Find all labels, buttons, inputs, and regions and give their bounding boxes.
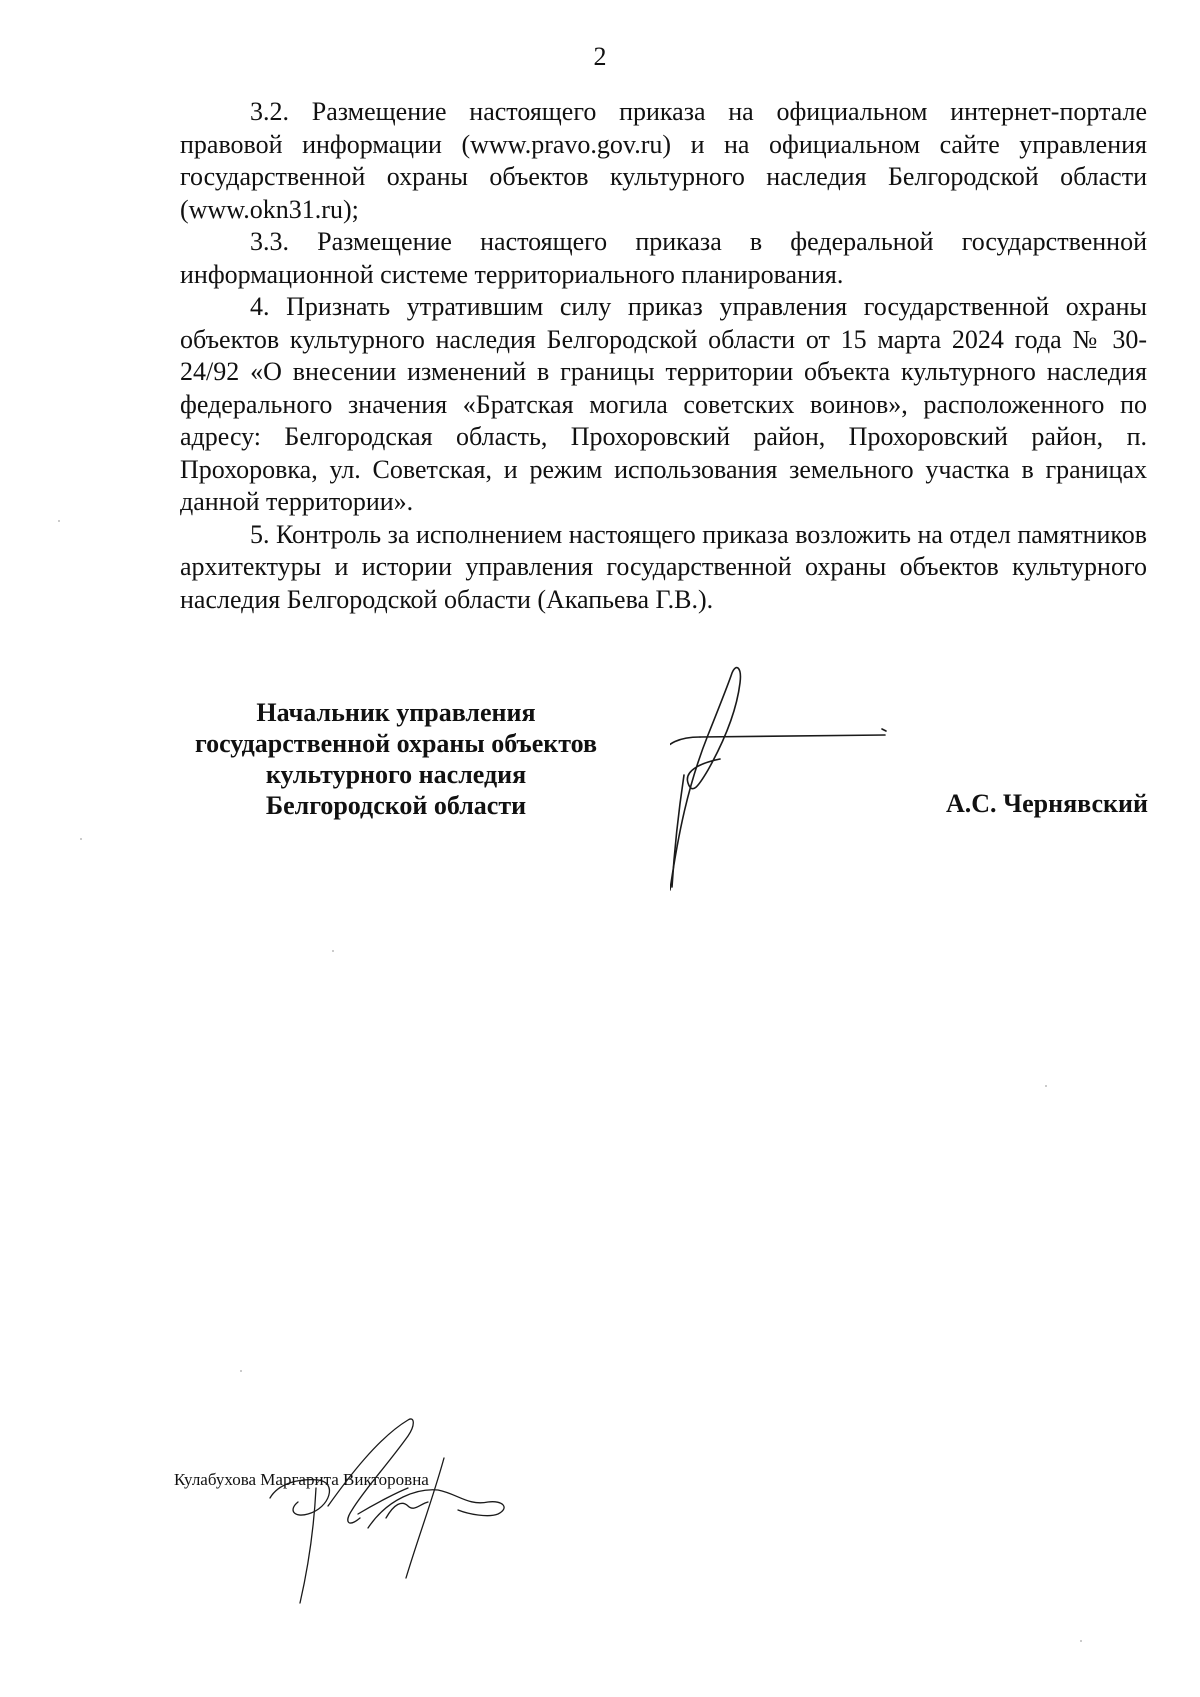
scan-artifact [80,838,82,840]
executor-signature [268,1418,518,1608]
signatory-position [176,697,616,821]
scan-artifact [58,520,60,522]
scan-artifact [1080,1640,1082,1642]
paragraph-3-3: 3.3. Размещение настоящего приказа в федеральной государственной информационной системе территориального планирования. [180,227,1147,289]
position-line: Начальник управления [256,698,536,727]
paragraph-5: 5. Контроль за исполнением настоящего приказа возложить на отдел памятников архитектуры и истории управления государственной охраны объектов культурного наследия Белгородской области (Акапьева Г.В.). [180,519,1147,614]
paragraph-3-2: 3.2. Размещение настоящего приказа на официальном интернет-портале правовой информации (www.pravo.gov.ru) и на официальном сайте управления государственной охраны объектов культурного наследия Белгородской области (www.okn31.ru); [180,97,1147,224]
page-number: 2 [593,42,607,71]
document-body [180,96,1147,616]
paragraph-4: 4. Признать утратившим силу приказ управления государственной охраны объектов культурного наследия Белгородской области от 15 марта 2024 года № 30-24/92 «О внесении изменений в границы территории объекта культурного наследия федерального значения «Братская могила советских воинов», расположенного по адресу: Белгородская область, Прохоровский район, Прохоровский район, п. Прохоровка, ул. Советская, и режим использования земельного участка в границах данной территории». [180,292,1147,516]
position-line: Белгородской области [265,791,527,820]
scan-artifact [332,950,334,952]
handwritten-signature [670,665,910,895]
scan-artifact [240,1370,242,1372]
scan-artifact [1045,1085,1047,1087]
executor-name: Кулабухова Маргарита Викторовна [174,1470,429,1489]
position-line: культурного наследия [265,760,527,789]
position-line: государственной охраны объектов [194,729,598,758]
signer-name: А.С. Чернявский [945,789,1148,818]
